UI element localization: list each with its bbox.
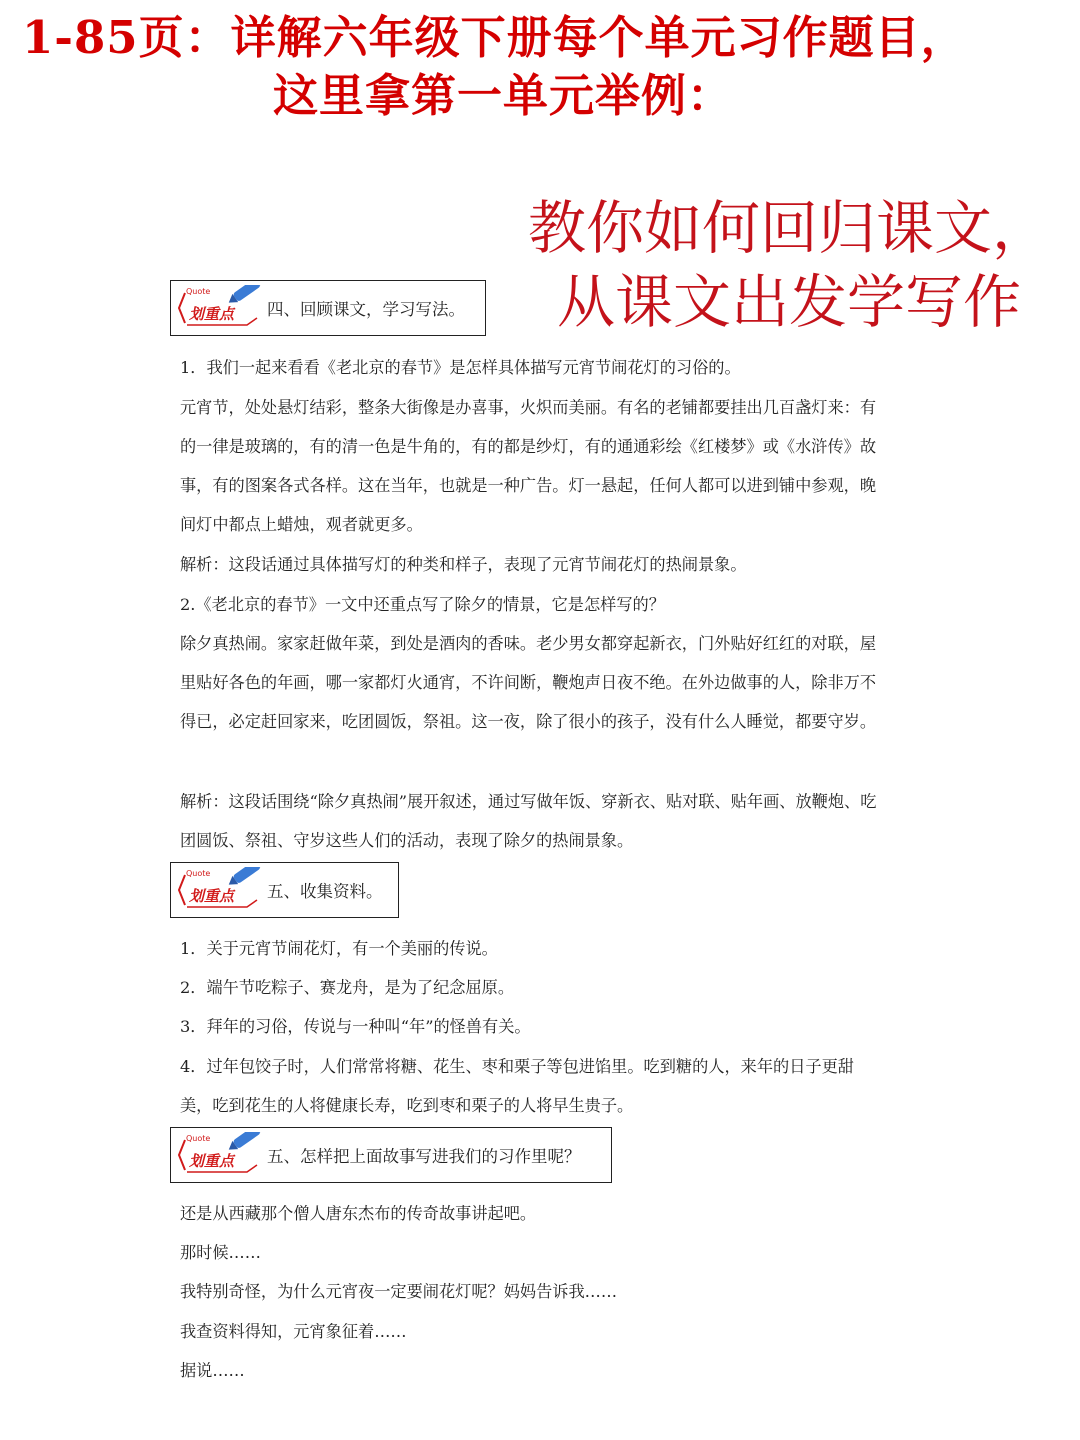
paragraph: 我特别奇怪，为什么元宵夜一定要闹花灯呢？妈妈告诉我……: [180, 1282, 618, 1301]
section-heading: 五、怎样把上面故事写进我们的习作里呢？: [267, 1147, 581, 1166]
paragraph: 解析：这段话围绕“除夕真热闹”展开叙述，通过写做年饭、穿新衣、贴对联、贴年画、放鞭炮、吃团圆饭、祭祖、守岁这些人们的活动，表现了除夕的热闹景象。: [180, 792, 877, 850]
section-badge-review: [170, 280, 486, 336]
paragraph: 3．拜年的习俗，传说与一种叫“年”的怪兽有关。: [180, 1017, 531, 1036]
paragraph: 2.《老北京的春节》一文中还重点写了除夕的情景，它是怎样写的？: [180, 595, 665, 614]
highlight-mark-icon: [177, 285, 265, 331]
paragraph: 据说……: [180, 1361, 245, 1380]
slogan-line-1: 教你如何回归课文，: [528, 194, 1051, 262]
badge-main-text: 划重点: [189, 305, 235, 323]
paragraph: 4．过年包饺子时，人们常常将糖、花生、枣和栗子等包进馅里。吃到糖的人，来年的日子更甜美，吃到花生的人将健康长寿，吃到枣和栗子的人将早生贵子。: [180, 1057, 854, 1115]
badge-main-text: 划重点: [189, 887, 235, 905]
badge-quote-text: Quote: [186, 869, 211, 878]
paragraph: 元宵节，处处悬灯结彩，整条大街像是办喜事，火炽而美丽。有名的老铺都要挂出几百盏灯来：有的一律是玻璃的，有的清一色是牛角的，有的都是纱灯，有的通通彩绘《红楼梦》或《水浒传》故事，有的图案各式各样。这在当年，也就是一种广告。灯一悬起，任何人都可以进到铺中参观，晚间灯中都点上蜡烛，观者就更多。: [180, 398, 877, 534]
title-line-1: 1-85页：详解六年级下册每个单元习作题目，: [22, 11, 967, 64]
paragraph: 那时候……: [180, 1243, 261, 1262]
highlight-mark-icon: [177, 867, 265, 913]
highlight-mark-icon: [177, 1132, 265, 1178]
section-badge-writing: [170, 1127, 612, 1183]
badge-quote-text: Quote: [186, 1134, 211, 1143]
paragraph: 1．关于元宵节闹花灯，有一个美丽的传说。: [180, 939, 498, 958]
section-badge-collect: [170, 862, 399, 918]
section-heading: 四、回顾课文，学习写法。: [267, 300, 465, 319]
paragraph: 2．端午节吃粽子、赛龙舟，是为了纪念屈原。: [180, 978, 515, 997]
slogan-line-2: 从课文出发学写作: [557, 268, 1022, 336]
paragraph: 还是从西藏那个僧人唐东杰布的传奇故事讲起吧。: [180, 1204, 537, 1223]
badge-quote-text: Quote: [186, 287, 211, 296]
paragraph: 除夕真热闹。家家赶做年菜，到处是酒肉的香味。老少男女都穿起新衣，门外贴好红红的对联，屋里贴好各色的年画，哪一家都灯火通宵，不许间断，鞭炮声日夜不绝。在外边做事的人，除非万不得已，必定赶回家来，吃团圆饭，祭祖。这一夜，除了很小的孩子，没有什么人睡觉，都要守岁。: [180, 634, 877, 731]
badge-main-text: 划重点: [189, 1152, 235, 1170]
paragraph: 解析：这段话通过具体描写灯的种类和样子，表现了元宵节闹花灯的热闹景象。: [180, 555, 747, 574]
paragraph: 我查资料得知，元宵象征着……: [180, 1322, 407, 1341]
paragraph: 1．我们一起来看看《老北京的春节》是怎样具体描写元宵节闹花灯的习俗的。: [180, 358, 741, 377]
section-heading: 五、收集资料。: [267, 882, 383, 901]
title-line-2: 这里拿第一单元举例：: [273, 69, 734, 122]
